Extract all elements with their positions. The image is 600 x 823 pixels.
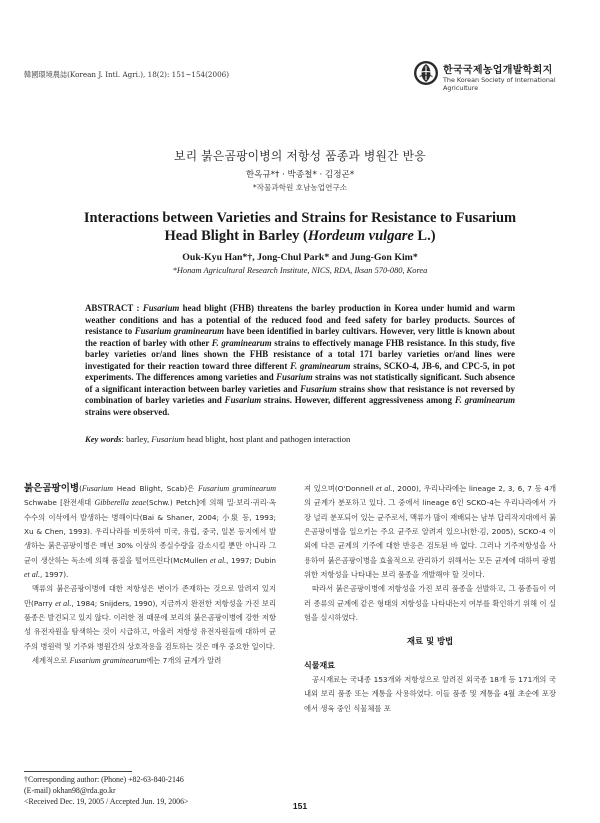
footnote-divider [24,771,132,772]
body-column-right [304,482,556,716]
journal-citation: 韓國環境農誌(Korean J. Intl. Agri.), 18(2): 151~154(2006) [24,70,230,79]
affiliation-ko: *작물과학원 호남농업연구소 [252,183,348,192]
authors-ko: 한옥규*† · 박종철* · 김정곤* [245,170,355,180]
paper-title-ko: 보리 붉은곰팡이병의 저항성 품종과 병원간 반응 [174,149,426,163]
authors-en: Ouk-Kyu Han*†, Jong-Chul Park* and Jung-Gon Kim* [182,252,418,263]
society-logo [413,58,561,98]
footnote-received: <Received Dec. 19, 2005 / Accepted Jun. 19, 2006> [24,796,189,806]
keywords: Key words: barley, Fusarium head blight, host plant and pathogen interaction [85,434,351,444]
intro-paragraph-1: 붉은곰팡이병(Fusarium Head Blight, Scab)은 Fusarium graminearum Schwabe [완전세대 Gibberella zeae(Schw.) Petch]에 의해 밀·보리·귀리·옥수수의 이삭에서 발생하는 병해이다(Bai & Shaner, 2004; 小泉 등, 1993; Xu & Chen, 1993). 우리나라를 비롯하여 미국, 유럽, 중국, 일본 등지에서 발생하는 붉은곰팡이병은 매년 30% 이상의 종실수량을 감소시킬 뿐만 아니라 그 균이 생산하는 독소에 의해 품질을 떨어뜨린다(McMullen et al., 1997; Dubin et al., 1997). [24,483,277,580]
body-column-left [24,482,276,668]
footnote-email: (E-mail) okhan98@rda.go.kr [24,785,116,795]
paper-title-en-line2: Head Blight in Barley (Hordeum vulgare L.) [164,228,436,244]
paper-title-en [0,209,600,245]
section-heading-methods: 재료 및 방법 [406,636,454,647]
affiliation-en: *Honam Agricultural Research Institute, NICS, RDA, Iksan 570-080, Korea [172,266,428,275]
intro-paragraph-4: 져 있으며(O'Donnell et al., 2000), 우리나라에는 lineage 2, 3, 6, 7 등 4개의 균계가 분포하고 있다. 그 중에서 lineage 6인 SCKO-4는 우리나라에서 가장 널리 분포되어 있는 균주로서, 맥류가 많이 재배되는 남부 답리작지대에서 붉은곰팡이병을 일으키는 주요 균주로 알려져 있으나(한·김, 2005), SCKO-4 이외에 다른 균계의 기주에 대한 반응은 검토된 바 없다. 그러나 기주저항성을 사용하여 붉은곰팡이병을 효율적으로 관리하기 위해서는 모든 균계에 대하여 광범위한 저항성을 나타내는 보리 품종을 개발해야 할 것이다. [304,484,556,580]
intro-paragraph-2: 맥류의 붉은곰팡이병에 대한 저항성은 변이가 존재하는 것으로 알려져 있지만(Parry et al., 1984; Snijders, 1990), 지금까지 완전한 저항성을 가진 보리 품종은 발견되고 있지 않다. 이러한 점 때문에 보리의 붉은곰팡이병에 강한 저항성 유전자원을 탐색하는 것이 시급하고, 아울러 저항성 유전자원들에 대하여 균주의 병원력 및 기주와 병원간의 상호작용을 검토하는 것은 매우 중요한 일이다. [24,584,277,651]
intro-paragraph-5: 따라서 붉은곰팡이병에 저항성을 가진 보리 품종을 선발하고, 그 품종들이 여러 종류의 균계에 같은 형태의 저항성을 나타내는지 여부를 확인하기 위해 이 실험을 실시하였다. [304,584,556,623]
paper-title-en-line1: Interactions between Varieties and Strains for Resistance to Fusarium [83,210,517,226]
abstract-label: ABSTRACT : [85,303,140,313]
abstract: ABSTRACT : Fusarium head blight (FHB) threatens the barley production in Korea under humid and warm weather conditions and has a potential of the reduced food and feed safety for barley products. Sources of resistance to Fusarium graminearum have been identified in barley cultivars. However, very little is known about the reaction of barley with other F. graminearum strains to effectively manage FHB resistance. In this study, five barley varieties or/and lines shown the FHB resistance of a total 171 barley varieties or/and lines were investigated for their reaction toward three different F. graminearum strains, SCKO-4, JB-6, and CPC-5, in pot experiments. The differences among varieties and Fusarium strains was not statistically significant. Such absence of a significant interaction between barley varieties and Fusarium strains show that resistance is not reversed by combination of barley varieties and Fusarium strains. However, different aggressiveness among F. graminearum strains were observed. [85,303,515,417]
intro-paragraph-3: 세계적으로 Fusarium graminearum에는 7개의 균계가 알려 [32,656,222,666]
page-number: 151 [292,801,308,811]
society-name-en [443,76,556,92]
subsection-heading-plant-material: 식물재료 [304,660,335,670]
society-name-ko: 한국국제농업개발학회지 [443,65,553,76]
keywords-label: Key words [85,434,122,444]
society-name-en-line2: Agriculture [443,84,479,92]
intro-lead-term: 붉은곰팡이병 [24,483,80,494]
methods-paragraph-1: 공시재료는 국내종 153개와 저항성으로 알려진 외국종 18개 등 171개의 국내외 보리 품종 또는 계통을 사용하였다. 이들 품종 및 계통을 4월 초순에 포장에서 생육 중인 식물체를 포 [304,675,556,713]
footnote-corresponding: †Corresponding author: (Phone) +82-63-840-2146 [24,775,184,784]
globe-leaf-icon [413,60,439,86]
society-name-en-line1: The Korean Society of International [443,76,556,84]
